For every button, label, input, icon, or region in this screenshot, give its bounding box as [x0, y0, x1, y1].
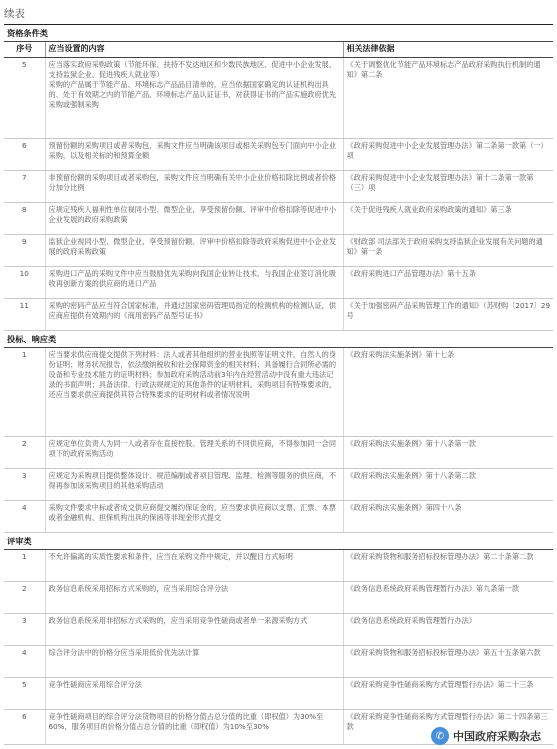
row-legal-basis: 《政府采购法实施条例》第十八条第一款 [343, 437, 553, 469]
row-content: 政务信息系统采用招标方式采购的，应当采用综合评分法 [45, 582, 343, 614]
row-number: 1 [4, 550, 45, 582]
row-content: 预留份额的采购项目或者采购包，采购文件应当明确该项目或相关采购包专门面向中小企业采购，以及相关标的和预算金额 [45, 139, 343, 171]
continued-label: 续表 [4, 8, 25, 20]
row-content: 应当落实政府采购政策（节能环保、扶持不发达地区和少数民族地区、促进中小企业发展、支持监狱企业、促进残疾人就业等） 采购的产品属于节能产品、环境标志产品品目清单的，应当依据国家确定的认证机构出具的、处于有效期之内的节能产品、环境标志产品认证证书，对获得证书的产品实施政府优先采购或强制采购 [45, 58, 343, 139]
row-legal-basis: 《政府采购促进中小企业发展管理办法》第二条第一款第（一）项 [343, 139, 553, 171]
table-row [4, 267, 553, 299]
row-content: 政务信息系统采用非招标方式采购的，应当采用竞争性磋商或者单一来源采购方式 [45, 614, 343, 646]
row-content: 竞争性磋商应采用综合评分法 [45, 678, 343, 710]
row-legal-basis: 《政府采购法实施条例》第十七条 [343, 348, 553, 437]
row-number: 6 [4, 710, 45, 745]
row-number: 2 [4, 437, 45, 469]
row-number: 5 [4, 678, 45, 710]
table-row [4, 171, 553, 203]
row-legal-basis: 《政府采购法实施条例》第四十八条 [343, 501, 553, 533]
row-content: 不允许偏离的实质性要求和条件，应当在采购文件中规定，并以醒目方式标明 [45, 550, 343, 582]
row-legal-basis: 《财政部 司法部关于政府采购支持监狱企业发展有关问题的通知》第一条 [343, 235, 553, 267]
row-content: 采购文件要求中标或者成交供应商提交履约保证金的，应当要求供应商以支票、汇票、本票或者金融机构、担保机构出具的保函等非现金形式提交 [45, 501, 343, 533]
row-number: 5 [4, 58, 45, 139]
section-title: 资格条件类 [4, 25, 553, 42]
row-number: 3 [4, 614, 45, 646]
table-row [4, 501, 553, 533]
row-content: 应规定为采购项目提供整体设计、规范编制或者项目管理、监理、检测等服务的供应商，不得再参加该采购项目的其他采购活动 [45, 469, 343, 501]
row-content: 应规定单位负责人为同一人或者存在直接控股、管理关系的不同供应商，不得参加同一合同项下的政府采购活动 [45, 437, 343, 469]
row-number: 2 [4, 582, 45, 614]
section-title: 评审类 [4, 533, 553, 550]
row-number: 10 [4, 267, 45, 299]
row-legal-basis: 《政府采购法实施条例》第十八条第二款 [343, 469, 553, 501]
table-row [4, 348, 553, 437]
row-content: 竞争性磋商项目的综合评分法货物项目的价格分值占总分值的比重（即权值）为30%至60%，服务项目的价格分值占总分值的比重（即权值）为10%至30% [45, 710, 343, 745]
row-content: 综合评分法中的价格分应当采用低价优先法计算 [45, 646, 343, 678]
row-content: 采购进口产品的采购文件中应当鼓励优先采购向我国企业转让技术、与我国企业签订消化吸收再创新方案的供应商的进口产品 [45, 267, 343, 299]
requirements-table [4, 24, 553, 745]
row-legal-basis: 《政务信息系统政府采购管理暂行办法》第九条第一款 [343, 582, 553, 614]
row-legal-basis: 《关于调整优化节能产品环境标志产品政府采购执行机制的通知》第二条 [343, 58, 553, 139]
table-row [4, 437, 553, 469]
row-content: 监狱企业视同小型、微型企业，享受预留份额、评审中价格扣除等政府采购促进中小企业发展的政府采购政策 [45, 235, 343, 267]
row-content: 应当要求供应商提交提供下列材料：法人或者其他组织的营业执照等证明文件，自然人的身份证明；财务状况报告，依法缴纳税收和社会保障资金的相关材料；具备履行合同所必需的设备和专业技术能力的证明材料；参加政府采购活动前3年内在经营活动中没有重大违法记录的书面声明；具备法律、行政法规规定的其他条件的证明材料。采购项目有特殊要求的，还应当要求供应商提供其符合特殊要求的证明材料或者情况说明 [45, 348, 343, 437]
column-header-row [4, 42, 553, 58]
table-row [4, 582, 553, 614]
row-number: 7 [4, 171, 45, 203]
row-content: 非预留份额的采购项目或者采购包，采购文件应当明确有关中小企业价格扣除比例或者价格分加分比例 [45, 171, 343, 203]
row-legal-basis: 《政府采购竞争性磋商采购方式管理暂行办法》第二十三条 [343, 678, 553, 710]
row-legal-basis: 《政府采购货物和服务招标投标管理办法》第五十五条第六款 [343, 646, 553, 678]
row-number: 11 [4, 299, 45, 331]
row-content: 采购的密码产品应当符合国家标准，并通过国家密码管理局指定的检测机构的检测认证，供应商应提供有效期内的《商用密码产品型号证书》 [45, 299, 343, 331]
table-row [4, 678, 553, 710]
column-header: 应当设置的内容 [45, 42, 343, 58]
table-row [4, 550, 553, 582]
row-legal-basis: 《关于促进残疾人就业政府采购政策的通知》第三条 [343, 203, 553, 235]
row-number: 3 [4, 469, 45, 501]
watermark [431, 725, 551, 747]
row-legal-basis: 《政府采购促进中小企业发展管理办法》第十二条第一款第（三）项 [343, 171, 553, 203]
table-row [4, 139, 553, 171]
column-header: 相关法律依据 [343, 42, 553, 58]
wechat-icon: ✆ [431, 727, 449, 745]
row-number: 4 [4, 646, 45, 678]
section-header [4, 533, 553, 550]
table-row [4, 614, 553, 646]
section-header [4, 331, 553, 348]
row-legal-basis: 《政府采购货物和服务招标投标管理办法》第二十条第二款 [343, 550, 553, 582]
row-number: 1 [4, 348, 45, 437]
row-legal-basis: 《政务信息系统政府采购管理暂行办法》 [343, 614, 553, 646]
section-title: 投标、响应类 [4, 331, 553, 348]
row-legal-basis: 《政府采购竞争性磋商采购方式管理暂行办法》第二十四条第三款 [343, 710, 553, 745]
row-legal-basis: 《政府采购进口产品管理办法》第十五条 [343, 267, 553, 299]
row-number: 4 [4, 501, 45, 533]
table-row [4, 469, 553, 501]
row-number: 6 [4, 139, 45, 171]
table-row [4, 646, 553, 678]
row-legal-basis: 《关于加强密码产品采购管理工作的通知》（苏财购〔2017〕29号 [343, 299, 553, 331]
table-row [4, 58, 553, 139]
table-row [4, 235, 553, 267]
table-row [4, 299, 553, 331]
section-header [4, 25, 553, 42]
column-header: 序号 [4, 42, 45, 58]
row-content: 应规定残疾人福利性单位视同小型、微型企业，享受预留份额、评审中价格扣除等促进中小企业发展的政府采购政策 [45, 203, 343, 235]
row-number: 9 [4, 235, 45, 267]
row-number: 8 [4, 203, 45, 235]
watermark-text: 中国政府采购杂志 [453, 730, 541, 743]
table-row [4, 203, 553, 235]
